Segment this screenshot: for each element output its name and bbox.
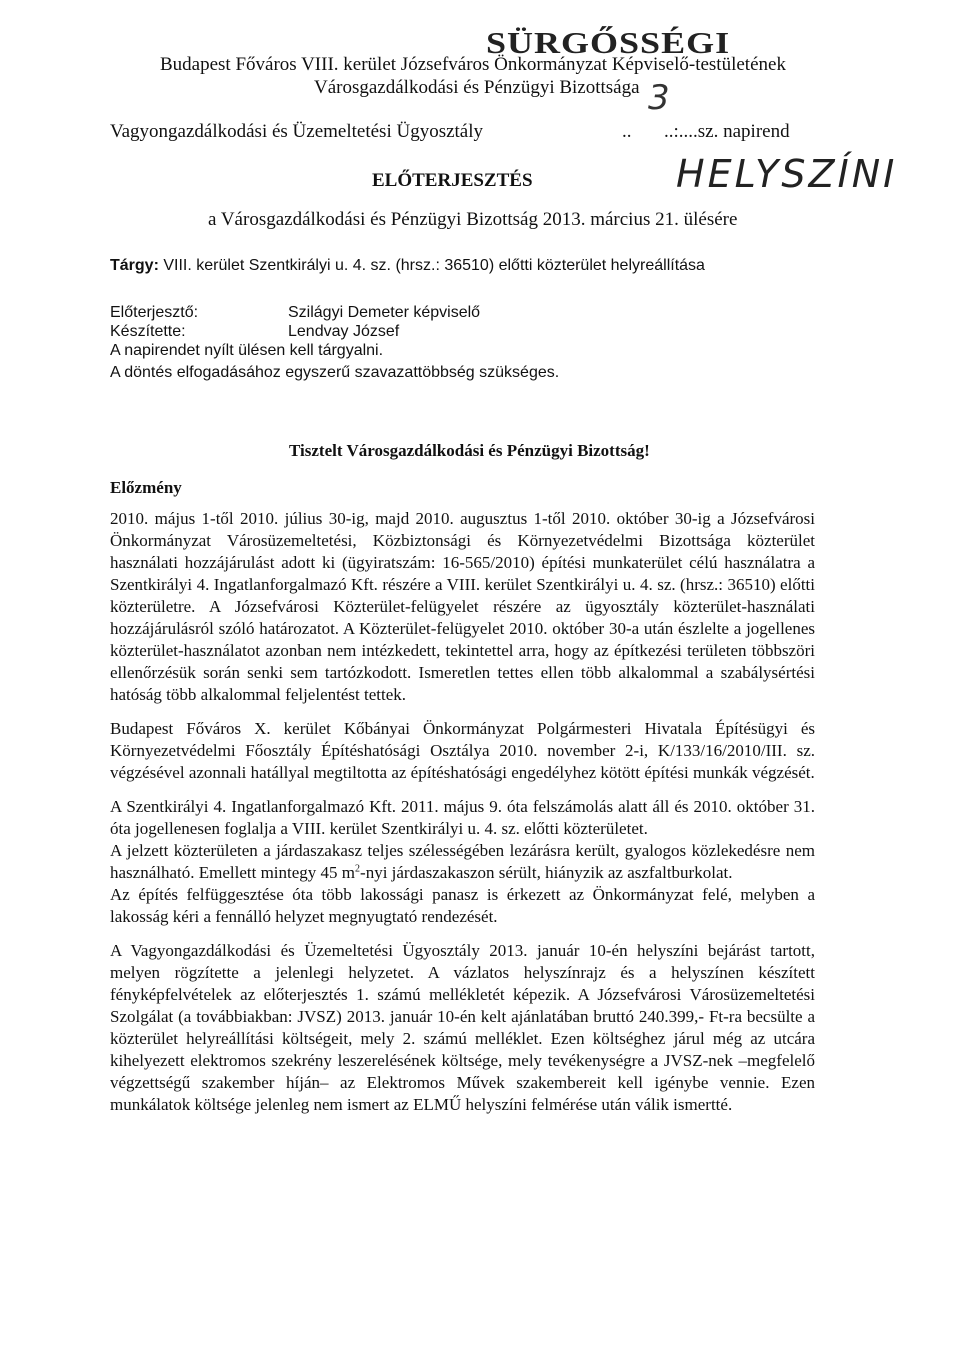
urgency-stamp: SÜRGŐSSÉGI: [486, 26, 731, 60]
agenda-number-handwritten: 3: [648, 78, 670, 118]
subject-label: Tárgy:: [110, 257, 159, 274]
paragraph-inspection: A Vagyongazdálkodási és Üzemeltetési Ügyosztály 2013. január 10-én helyszíni bejárást tartott, melyen rögzítette a jelenlegi helyzetet. A vázlatos helyszínrajz és a helyszínen készített fényképfelvételek az előterjesztés 1. számú mellékletét képezik. A Józsefvárosi Városüzemeltetési Szolgálat (a továbbiakban: JVSZ) 2013. január 10-én kelt ajánlatában bruttó 240.399,- Ft-ra becsülte a közterület helyreállítási költségeit, mely 2. számú melléklet. Ezen költséghez járul még az utcára kihelyezett elektromos szekrény leszerelésének költsége, mely tevékenységre a JVSZ-nek –megfelelő végzettségű szakember híján– az Elektromos Művek szakembereit kell igénybe vennie. Ezen munkálatok költsége jelenleg nem ismert az ELMŰ helyszíni felmérése után válik ismertté.: [110, 941, 815, 1114]
open-session-note: A napirendet nyílt ülésen kell tárgyalni.: [110, 342, 384, 359]
sidewalk-text-a: A jelzett közterületen a járdaszakasz teljes szélességében lezárásra került, gyalogos közlekedésre nem használható. Emellett mintegy 45 m: [110, 841, 815, 882]
department-name: Vagyongazdálkodási és Üzemeltetési Ügyosztály: [110, 121, 484, 142]
author-name: Lendvay József: [288, 323, 400, 340]
paragraph-precedent: 2010. május 1-től 2010. július 30-ig, majd 2010. augusztus 1-től 2010. október 30-ig a Józsefvárosi Önkormányzat Városüzemeltetési, Közbiztonsági és Környezetvédelmi Bizottsága közterület használati hozzájárulást adott ki (ügyiratszám: 16-565/2010) építési munkaterület célú használatra a Szentkirályi 4. Ingatlanforgalmazó Kft. részére a VIII. kerület Szentkirályi u. 4. sz. (hrsz.: 36510) előtti közterületre. A Józsefvárosi Közterület-felügyelet részére az ügyosztály közterület-használati hozzájárulásról szóló határozatot. A Közterület-felügyelet 2010. október 30-a után észlelte a jogellenes közterület-használatot azonban nem intézkedett, tekintettel arra, hogy az építkezési területen többszöri ellenőrzésük során senki sem tartózkodott. Ismeretlen tettes ellen több alkalommal a szabálysértési hatóság több alkalommal feljelentést tettek.: [110, 509, 815, 704]
section-title: Előzmény: [110, 478, 182, 497]
meeting-reference: a Városgazdálkodási és Pénzügyi Bizottság 2013. március 21. ülésére: [208, 209, 738, 230]
paragraph-sidewalk: [110, 840, 815, 884]
presenter-name: Szilágyi Demeter képviselő: [288, 304, 481, 321]
subject-line: [110, 257, 705, 275]
header-line-1: Budapest Főváros VIII. kerület Józsefváros Önkormányzat Képviselő-testületének: [160, 54, 786, 75]
majority-note: A döntés elfogadásához egyszerű szavazattöbbség szükséges.: [110, 364, 560, 381]
document-body: [110, 508, 815, 1116]
agenda-item: ..:....sz. napirend: [664, 121, 790, 142]
document-type: ELŐTERJESZTÉS: [372, 170, 533, 191]
paragraph-building-authority: Budapest Főváros X. kerület Kőbányai Önkormányzat Polgármesteri Hivatala Építésügyi és Környezetvédelmi Főosztály Építéshatósági Osztálya 2010. november 2-i, K/133/16/2010/III. sz. végzésével azonnali hatállyal megtiltotta az építéshatósági engedélyhez kötött építési munkák végzését.: [110, 719, 815, 782]
handwritten-note: HELYSZÍNI: [676, 152, 898, 196]
square-superscript: 2: [355, 863, 361, 875]
agenda-dots-left: ..: [622, 121, 632, 142]
subject-text: VIII. kerület Szentkirályi u. 4. sz. (hrsz.: 36510) előtti közterület helyreállítása: [163, 257, 705, 274]
presenter-label: Előterjesztő:: [110, 304, 199, 321]
author-label: Készítette:: [110, 323, 186, 340]
header-line-2: Városgazdálkodási és Pénzügyi Bizottsága: [314, 77, 640, 98]
paragraph-complaints: Az építés felfüggesztése óta több lakossági panasz is érkezett az Önkormányzat felé, melyben a lakosság kéri a fennálló helyzet megnyugtató rendezését.: [110, 885, 815, 926]
salutation: Tisztelt Városgazdálkodási és Pénzügyi Bizottság!: [289, 441, 650, 460]
paragraph-liquidation: A Szentkirályi 4. Ingatlanforgalmazó Kft. 2011. május 9. óta felszámolás alatt áll és 2010. október 31. óta jogellenesen foglalja a VIII. kerület Szentkirályi u. 4. sz. előtti közterületet.: [110, 797, 815, 838]
sidewalk-text-b: -nyi járdaszakaszon sérült, hiányzik az aszfaltburkolat.: [360, 863, 733, 882]
